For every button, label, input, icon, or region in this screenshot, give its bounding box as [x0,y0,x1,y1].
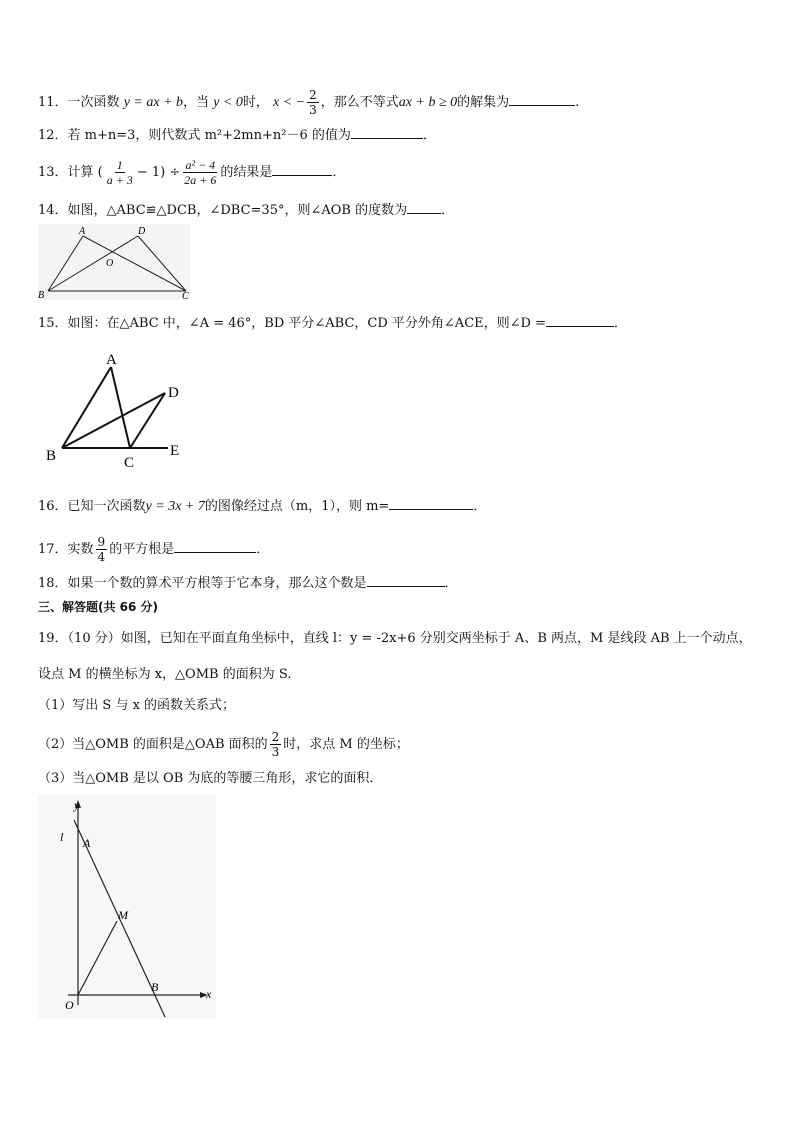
q18-text: 18．如果一个数的算术平方根等于它本身，那么这个数是 [38,576,367,591]
q17-answer-blank[interactable] [174,538,256,553]
q19-label-x: x [206,987,212,1001]
q13-text-2: − 1) ÷ [136,165,181,180]
q14-figure-background [38,224,190,300]
q19-sub2-fraction-denominator: 3 [271,745,280,759]
q17-fraction [96,535,108,564]
q13-fraction-2-denominator: 2a + 6 [184,173,217,187]
q15-label-a: A [106,352,117,368]
q12-answer-blank[interactable] [351,124,423,139]
q11-formula-3: x < − [273,95,306,110]
q17-end: ． [256,542,270,557]
q19-sub2-fraction-numerator: 2 [271,730,280,744]
q16-text-2: 的图像经过点（m，1），则 m= [204,499,390,514]
q15-label-e: E [170,443,180,459]
q19-subquestion-2 [38,730,409,759]
q19-figure [38,795,218,1020]
q16-end: ． [473,499,487,514]
q14-label-a: A [79,226,86,237]
question-12 [38,124,436,145]
q13-text-3: 的结果是 [220,165,273,180]
q17-text-2: 的平方根是 [109,542,175,557]
q11-end: . [575,95,580,110]
q19-line-2: 设点 M 的横坐标为 x，△OMB 的面积为 S. [38,667,292,682]
q11-text-3: 时， [242,95,269,110]
question-17 [38,535,269,564]
q19-label-y: y [74,798,80,812]
q15-label-b: B [46,448,57,464]
q18-answer-blank[interactable] [367,572,445,587]
q14-label-c: C [182,291,189,300]
q19-sub2-fraction [270,730,282,759]
question-11 [38,88,579,117]
q15-answer-blank[interactable] [546,312,614,327]
q12-text: 12．若 m+n=3，则代数式 m²+2mn+n²－6 的值为 [38,128,351,143]
q14-figure [38,224,190,300]
q13-fraction-2 [182,158,218,187]
q11-formula-1: y = ax + b [123,95,184,110]
q14-answer-blank[interactable] [407,199,441,214]
q11-fraction [307,88,319,117]
question-13 [38,158,345,187]
q13-text-1: 13．计算 ( [38,165,103,180]
q19-label-o: O [65,998,74,1012]
q11-text-1: 一次函数 [67,95,120,110]
q17-fraction-numerator: 9 [97,535,106,549]
q15-end: ． [613,316,627,331]
q19-figure-background [38,795,216,1019]
q15-text: 15．如图：在△ABC 中，∠A = 46°，BD 平分∠ABC，CD 平分外角∠ACE，则∠D = [38,316,546,331]
q13-end: ． [332,165,346,180]
section-3-heading: 三、解答题(共 66 分) [38,600,159,614]
q11-text-2: ，当 [183,95,210,110]
q17-text-1: 17．实数 [38,542,94,557]
q11-text-4: ，那么不等式 [320,95,399,110]
q15-label-c: C [124,455,135,471]
q15-figure [38,342,198,472]
q13-fraction-1-denominator: a + 3 [106,173,133,187]
q12-end: ． [422,128,436,143]
q19-subquestion-3: （3）当△OMB 是以 OB 为底的等腰三角形，求它的面积． [38,771,383,786]
q16-answer-blank[interactable] [389,495,473,510]
q14-label-b: B [38,290,45,300]
q11-formula-4: ax + b ≥ 0 [398,95,458,110]
q18-end: ． [444,576,458,591]
q16-text-1: 16．已知一次函数 [38,499,146,514]
q14-label-d: D [138,226,146,237]
q19-subquestion-1: （1）写出 S 与 x 的函数关系式； [38,698,236,713]
q19-sub2-text-1: （2）当△OMB 的面积是△OAB 面积的 [38,737,268,752]
q19-label-l: l [60,830,64,844]
q19-label-a: A [83,836,91,850]
q19-label-b: B [151,980,159,994]
q13-fraction-1 [105,158,135,187]
q15-label-d: D [168,385,179,401]
q13-fraction-1-numerator: 1 [116,158,123,172]
q14-label-o: O [106,258,114,269]
q14-text: 14．如图，△ABC≌△DCB，∠DBC=35°，则∠AOB 的度数为 [38,203,408,218]
q11-fraction-numerator: 2 [309,88,317,102]
q15-segment-bd [62,393,165,448]
q11-text-5: 的解集为 [457,95,510,110]
q13-fraction-2-numerator: a² − 4 [185,158,216,172]
q19-line-1: 19．（10 分）如图，已知在平面直角坐标中，直线 l：y = -2x+6 分别交两坐标于 A、B 两点，M 是线段 AB 上一个动点， [38,631,752,646]
q19-label-m: M [118,908,128,922]
q17-fraction-denominator: 4 [97,550,106,564]
question-14 [38,199,454,220]
q14-end: ． [441,203,455,218]
q11-number: 11． [38,95,68,110]
q15-segment-ac [111,367,130,448]
q11-answer-blank[interactable] [509,91,575,106]
question-18 [38,572,458,593]
q19-sub2-text-2: 时，求点 M 的坐标； [283,737,409,752]
q11-formula-2: y < 0 [213,95,243,110]
question-15 [38,312,627,333]
q13-answer-blank[interactable] [272,161,332,176]
q16-formula: y = 3x + 7 [145,499,205,514]
q11-fraction-denominator: 3 [309,103,317,117]
question-16 [38,495,486,516]
